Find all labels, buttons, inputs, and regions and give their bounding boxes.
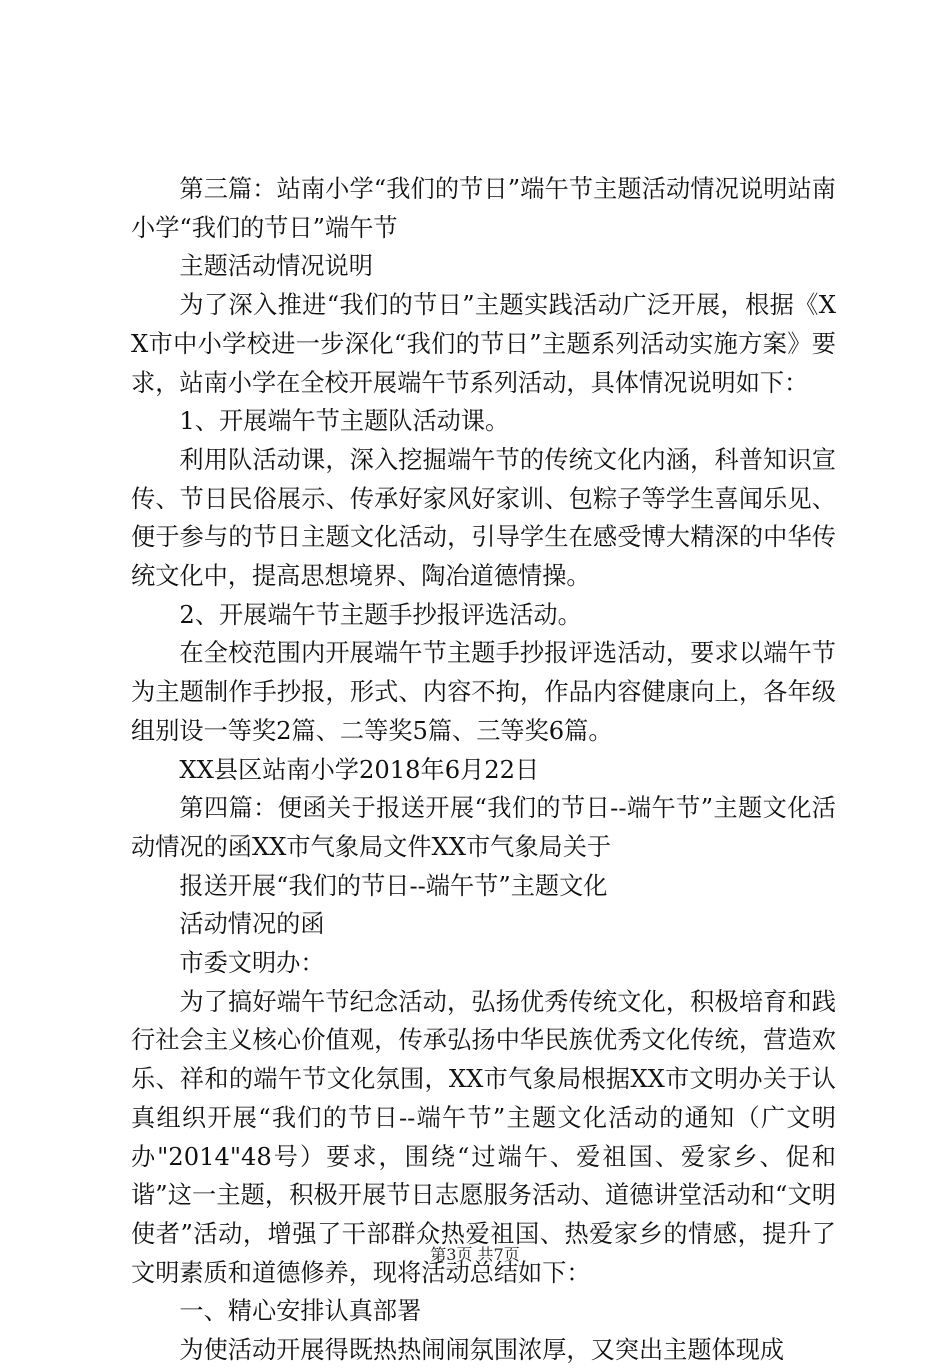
paragraph-addressee: 市委文明办： (179, 949, 325, 978)
paragraph-item-1-heading: 1、开展端午节主题队活动课。 (179, 407, 510, 436)
paragraph-intro: 为了深入推进“我们的节日”主题实践活动广泛开展，根据《XX市中小学校进一步深化“我们的节日”主题系列活动实施方案》要求，站南小学在全校开展端午节系列活动，具体情况说明如下： (131, 291, 836, 397)
paragraph-section-1-heading: 一、精心安排认真部署 (179, 1297, 422, 1326)
paragraph-item-1-body: 利用队活动课，深入挖掘端午节的传统文化内涵，科普知识宣传、节日民俗展示、传承好家风好家训、包粽子等学生喜闻乐见、便于参与的节日主题文化活动，引导学生在感受博大精深的中华传统文化中，提高思想境界、陶冶道德情操。 (131, 445, 836, 591)
paragraph-chapter-3-title: 第三篇：站南小学“我们的节日”端午节主题活动情况说明站南小学“我们的节日”端午节 (131, 175, 836, 242)
paragraph-chapter-3-subtitle: 主题活动情况说明 (179, 252, 373, 281)
paragraph-letter-body: 为了搞好端午节纪念活动，弘扬优秀传统文化，积极培育和践行社会主义核心价值观，传承弘扬中华民族优秀文化传统，营造欢乐、祥和的端午节文化氛围，XX市气象局根据XX市文明办关于认真组织开展“我们的节日--端午节”主题文化活动的通知（广文明办"2014"48号）要求，围绕“过端午、爱祖国、爱家乡、促和谐”这一主题，积极开展节日志愿服务活动、道德讲堂活动和“文明使者”活动，增强了干部群众热爱祖国、热爱家乡的情感，提升了文明素质和道德修养，现将活动总结如下： (131, 987, 836, 1287)
document-body (131, 170, 836, 1370)
paragraph-signature-date: XX县区站南小学2018年6月22日 (179, 755, 540, 784)
page-number-footer: 第3页 共7页 (430, 1245, 520, 1264)
paragraph-section-1-body: 为使活动开展得既热热闹闹氛围浓厚，又突出主题体现成 (179, 1336, 785, 1365)
paragraph-chapter-4-title: 第四篇：便函关于报送开展“我们的节日--端午节”主题文化活动情况的函XX市气象局文件XX市气象局关于 (131, 794, 836, 861)
paragraph-chapter-4-subtitle-1: 报送开展“我们的节日--端午节”主题文化 (179, 871, 608, 900)
paragraph-chapter-4-subtitle-2: 活动情况的函 (179, 910, 325, 939)
paragraph-item-2-body: 在全校范围内开展端午节主题手抄报评选活动，要求以端午节为主题制作手抄报，形式、内容不拘，作品内容健康向上，各年级组别设一等奖2篇、二等奖5篇、三等奖6篇。 (131, 639, 836, 745)
paragraph-item-2-heading: 2、开展端午节主题手抄报评选活动。 (179, 600, 582, 629)
